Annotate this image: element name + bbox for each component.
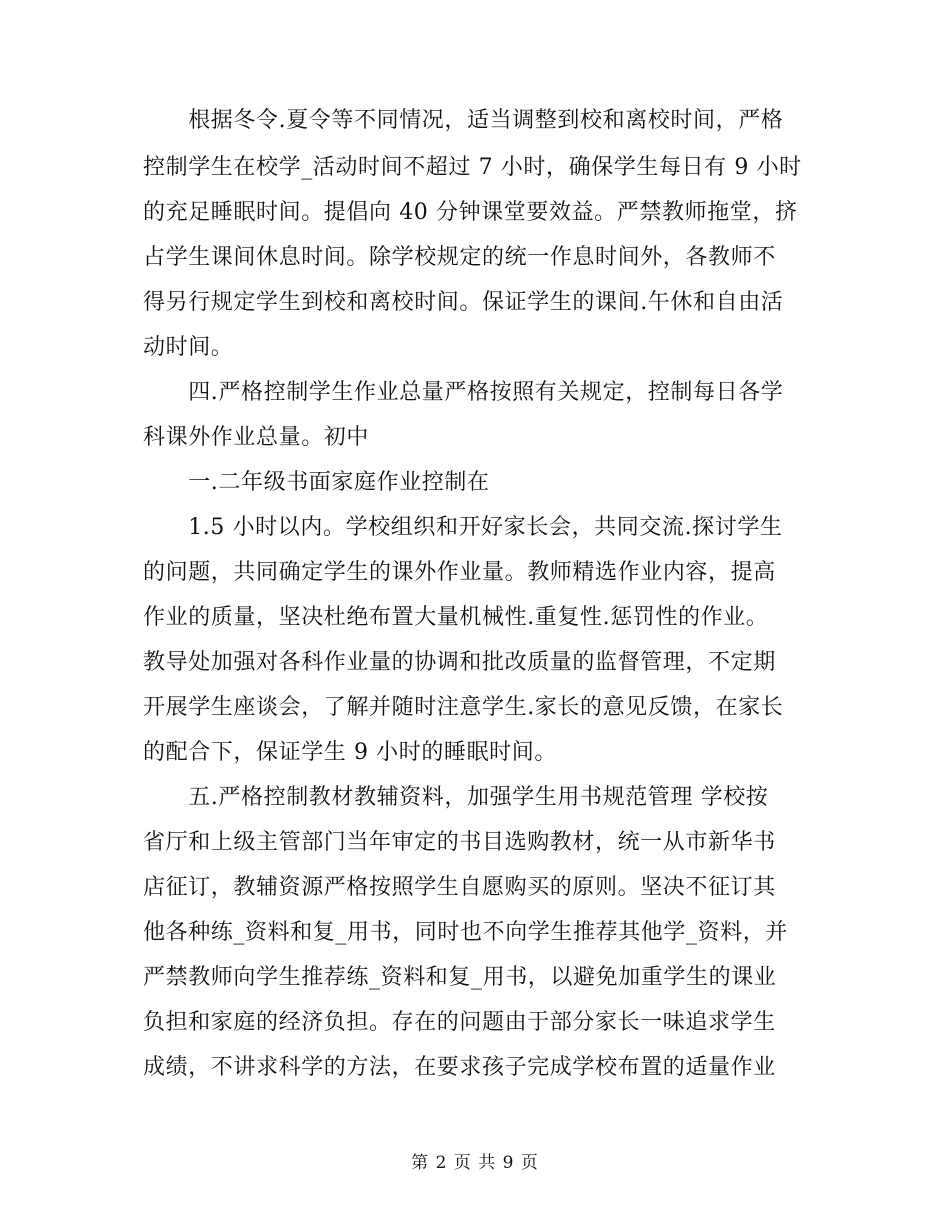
text-line: 1.5 小时以内。学校组织和开好家长会，共同交流.探讨学生 [143,515,783,540]
text-line: 一.二年级书面家庭作业控制在 [143,470,490,495]
text-line: 五.严格控制教材教辅资料，加强学生用书规范管理 学校按 [143,785,769,810]
text-line: 的充足睡眠时间。提倡向 40 分钟课堂要效益。严禁教师拖堂，挤 [143,200,798,225]
text-line: 作业的质量，坚决杜绝布置大量机械性.重复性.惩罚性的作业。 [143,605,769,630]
text-line: 的问题，共同确定学生的课外作业量。教师精选作业内容，提高 [143,560,776,585]
text-line: 科课外作业总量。初中 [143,425,370,450]
text-line: 得另行规定学生到校和离校时间。保证学生的课间.午休和自由活 [143,290,784,315]
text-line: 动时间。 [143,335,234,360]
text-line: 省厅和上级主管部门当年审定的书目选购教材，统一从市新华书 [143,830,776,855]
text-line: 成绩，不讲求科学的方法，在要求孩子完成学校布置的适量作业 [143,1055,776,1080]
text-line: 占学生课间休息时间。除学校规定的统一作息时间外，各教师不 [143,245,776,270]
text-line: 严禁教师向学生推荐练_资料和复_用书，以避免加重学生的课业 [143,965,777,990]
text-line: 他各种练_资料和复_用书，同时也不向学生推荐其他学_资料，并 [143,920,789,945]
text-line: 店征订，教辅资源严格按照学生自愿购买的原则。坚决不征订其 [143,875,776,900]
text-line: 开展学生座谈会，了解并随时注意学生.家长的意见反馈，在家长 [143,695,784,720]
text-line: 四.严格控制学生作业总量严格按照有关规定，控制每日各学 [143,380,784,405]
page-number-footer: 第 2 页 共 9 页 [411,1153,539,1173]
text-line: 控制学生在校学_活动时间不超过 7 小时，确保学生每日有 9 小时 [143,155,802,180]
text-line: 教导处加强对各科作业量的协调和批改质量的监督管理，不定期 [143,650,776,675]
text-line: 的配合下，保证学生 9 小时的睡眠时间。 [143,740,557,765]
text-line: 负担和家庭的经济负担。存在的问题由于部分家长一味追求学生 [143,1010,776,1035]
text-line: 根据冬令.夏令等不同情况，适当调整到校和离校时间，严格 [143,108,784,133]
